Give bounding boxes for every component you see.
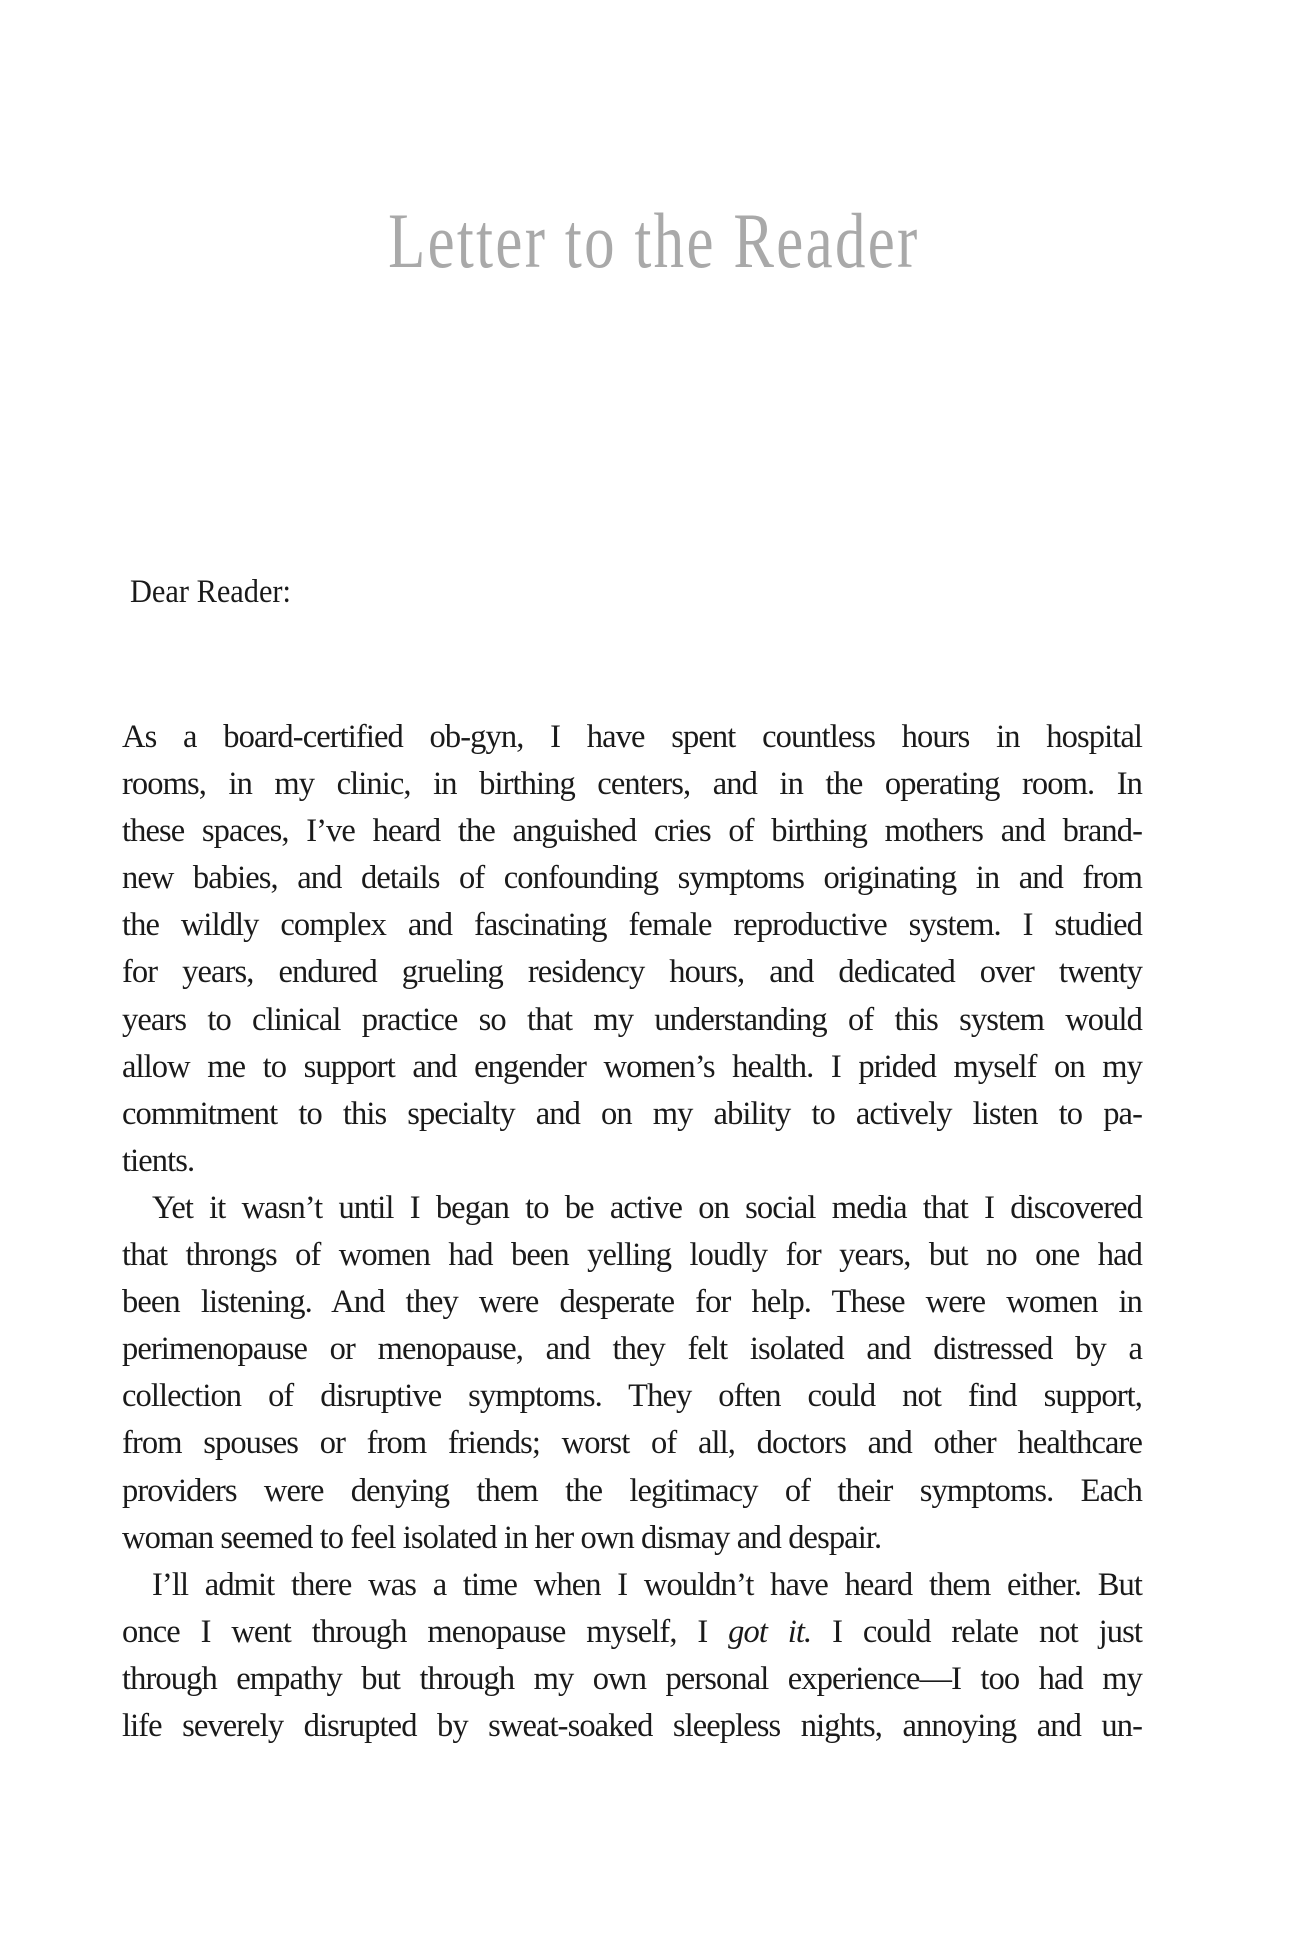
- text-line: life severely disrupted by sweat-soaked sleepless nights, annoying and un-: [122, 1707, 1142, 1744]
- text-line: the wildly complex and fascinating female reproductive system. I studied: [122, 907, 1142, 944]
- text-line: new babies, and details of confounding symptoms originating in and from: [122, 860, 1142, 897]
- emphasis-text: got it.: [728, 1613, 812, 1650]
- paragraph-1: [122, 717, 1142, 1188]
- text-run: once I went through menopause myself, I: [122, 1613, 729, 1650]
- text-line: collection of disruptive symptoms. They often could not find support,: [122, 1378, 1142, 1415]
- text-line: Yet it wasn’t until I began to be active on social media that I discovered: [152, 1189, 1142, 1226]
- text-line: from spouses or from friends; worst of all, doctors and other healthcare: [122, 1425, 1142, 1462]
- text-line: commitment to this specialty and on my ability to actively listen to pa-: [122, 1095, 1142, 1132]
- text-line-with-emphasis: [122, 1612, 1142, 1659]
- text-line: through empathy but through my own personal experience—I too had my: [122, 1660, 1142, 1697]
- letter-body: [122, 717, 1142, 1753]
- text-line: these spaces, I’ve heard the anguished cries of birthing mothers and brand-: [122, 813, 1142, 850]
- text-line: As a board-certified ob-gyn, I have spent countless hours in hospital: [122, 719, 1142, 755]
- text-line: rooms, in my clinic, in birthing centers, and in the operating room. In: [122, 766, 1142, 803]
- paragraph-2: [122, 1188, 1142, 1565]
- text-run: I could relate not just: [811, 1613, 1142, 1650]
- chapter-title: Letter to the Reader: [388, 197, 920, 284]
- text-line: years to clinical practice so that my understanding of this system would: [122, 1001, 1142, 1038]
- text-line: woman seemed to feel isolated in her own dismay and despair.: [122, 1519, 882, 1556]
- text-line: for years, endured grueling residency hours, and dedicated over twenty: [122, 954, 1142, 991]
- text-line: tients.: [122, 1142, 195, 1179]
- text-line: that throngs of women had been yelling loudly for years, but no one had: [122, 1237, 1142, 1274]
- text-line: perimenopause or menopause, and they felt isolated and distressed by a: [122, 1331, 1142, 1368]
- paragraph-3: [122, 1565, 1142, 1753]
- text-line: allow me to support and engender women’s health. I prided myself on my: [122, 1048, 1142, 1085]
- text-line: been listening. And they were desperate for help. These were women in: [122, 1284, 1142, 1321]
- salutation: Dear Reader:: [130, 574, 291, 610]
- text-line: providers were denying them the legitimacy of their symptoms. Each: [122, 1472, 1142, 1509]
- text-line: I’ll admit there was a time when I wouldn’t have heard them either. But: [152, 1566, 1142, 1603]
